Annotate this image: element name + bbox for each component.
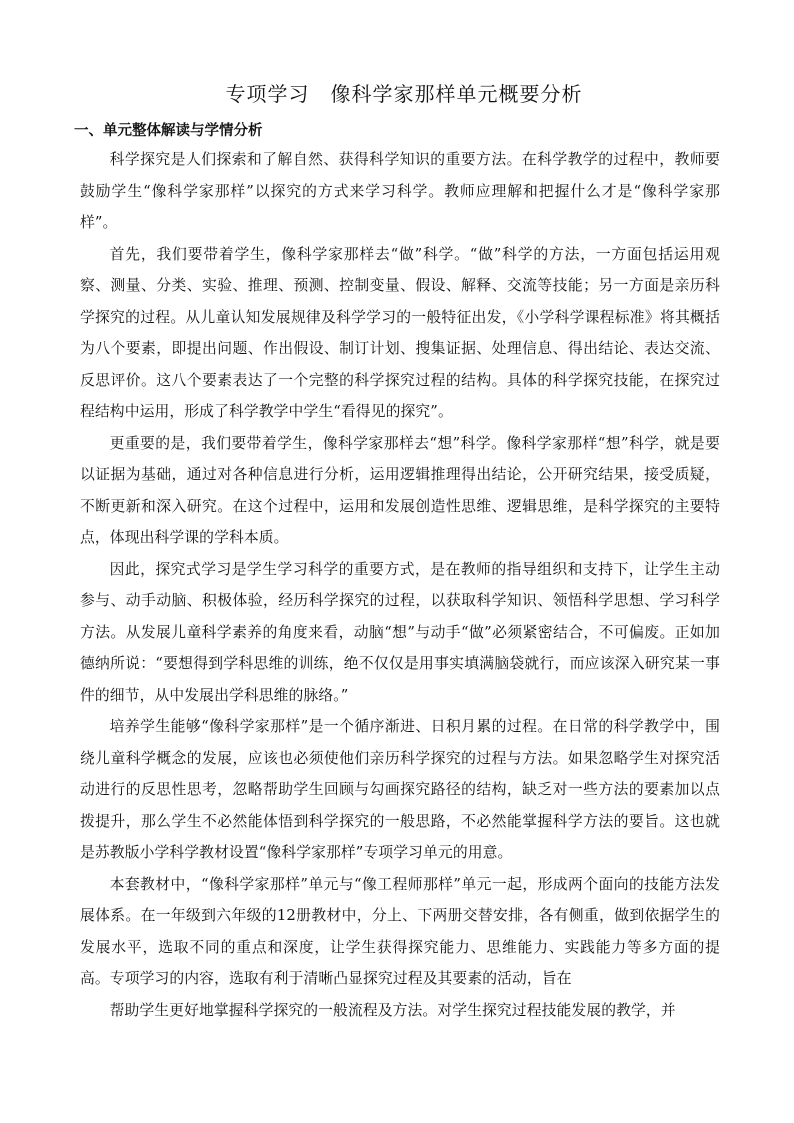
- paragraph-5: 培养学生能够“像科学家那样”是一个循序渐进、日积月累的过程。在日常的科学教学中，围绕儿童科学概念的发展，应该也必须使他们亲历科学探究的过程与方法。如果忽略学生对探究活动进行的反思性思考，忽略帮助学生回顾与勾画探究路径的结构，缺乏对一些方法的要素加以点拨提升，那么学生不必然能体悟到科学探究的一般思路，不必然能掌握科学方法的要旨。这也就是苏教版小学科学教材设置“像科学家那样”专项学习单元的用意。: [80, 718, 720, 861]
- paragraph-6: 本套教材中，“像科学家那样”单元与“像工程师那样”单元一起，形成两个面向的技能方法发展体系。在一年级到六年级的12册教材中，分上、下两册交替安排，各有侧重，做到依据学生的发展水平，选取不同的重点和深度，让学生获得探究能力、思维能力、实践能力等多方面的提高。专项学习的内容，选取有利于清晰凸显探究过程及其要素的活动，旨在: [80, 875, 720, 987]
- paragraph-1: 科学探究是人们探索和了解自然、获得科学知识的重要方法。在科学教学的过程中，教师要鼓励学生“像科学家那样”以探究的方式来学习科学。教师应理解和把握什么才是“像科学家那样”。: [80, 151, 720, 231]
- document-title: 专项学习 像科学家那样单元概要分析: [225, 82, 583, 106]
- paragraph-7: 帮助学生更好地掌握科学探究的一般流程及方法。对学生探究过程技能发展的教学，并: [109, 1001, 676, 1019]
- document-page: [74, 80, 720, 1026]
- section-heading: 一、单元整体解读与学情分析: [74, 123, 263, 139]
- paragraph-3: 更重要的是，我们要带着学生，像科学家那样去“想”科学。像科学家那样“想”科学，就是要以证据为基础，通过对各种信息进行分析，运用逻辑推理得出结论，公开研究结果，接受质疑，不断更新和深入研究。在这个过程中，运用和发展创造性思维、逻辑思维，是科学探究的主要特点，体现出科学课的学科本质。: [80, 434, 720, 546]
- paragraph-4: 因此，探究式学习是学生学习科学的重要方式，是在教师的指导组织和支持下，让学生主动参与、动手动脑、积极体验，经历科学探究的过程，以获取科学知识、领悟科学思想、学习科学方法。从发展儿童科学素养的角度来看，动脑“想”与动手“做”必须紧密结合，不可偏废。正如加德纳所说：“要想得到学科思维的训练，绝不仅仅是用事实填满脑袋就行，而应该深入研究某一事件的细节，从中发展出学科思维的脉络。”: [80, 560, 720, 704]
- paragraph-2: 首先，我们要带着学生，像科学家那样去“做”科学。“做”科学的方法，一方面包括运用观察、测量、分类、实验、推理、预测、控制变量、假设、解释、交流等技能；另一方面是亲历科学探究的过程。从儿童认知发展规律及科学学习的一般特征出发，《小学科学课程标准》将其概括为八个要素，即提出问题、作出假设、制订计划、搜集证据、处理信息、得出结论、表达交流、反思评价。这八个要素表达了一个完整的科学探究过程的结构。具体的科学探究技能，在探究过程结构中运用，形成了科学教学中学生“看得见的探究”。: [80, 245, 720, 420]
